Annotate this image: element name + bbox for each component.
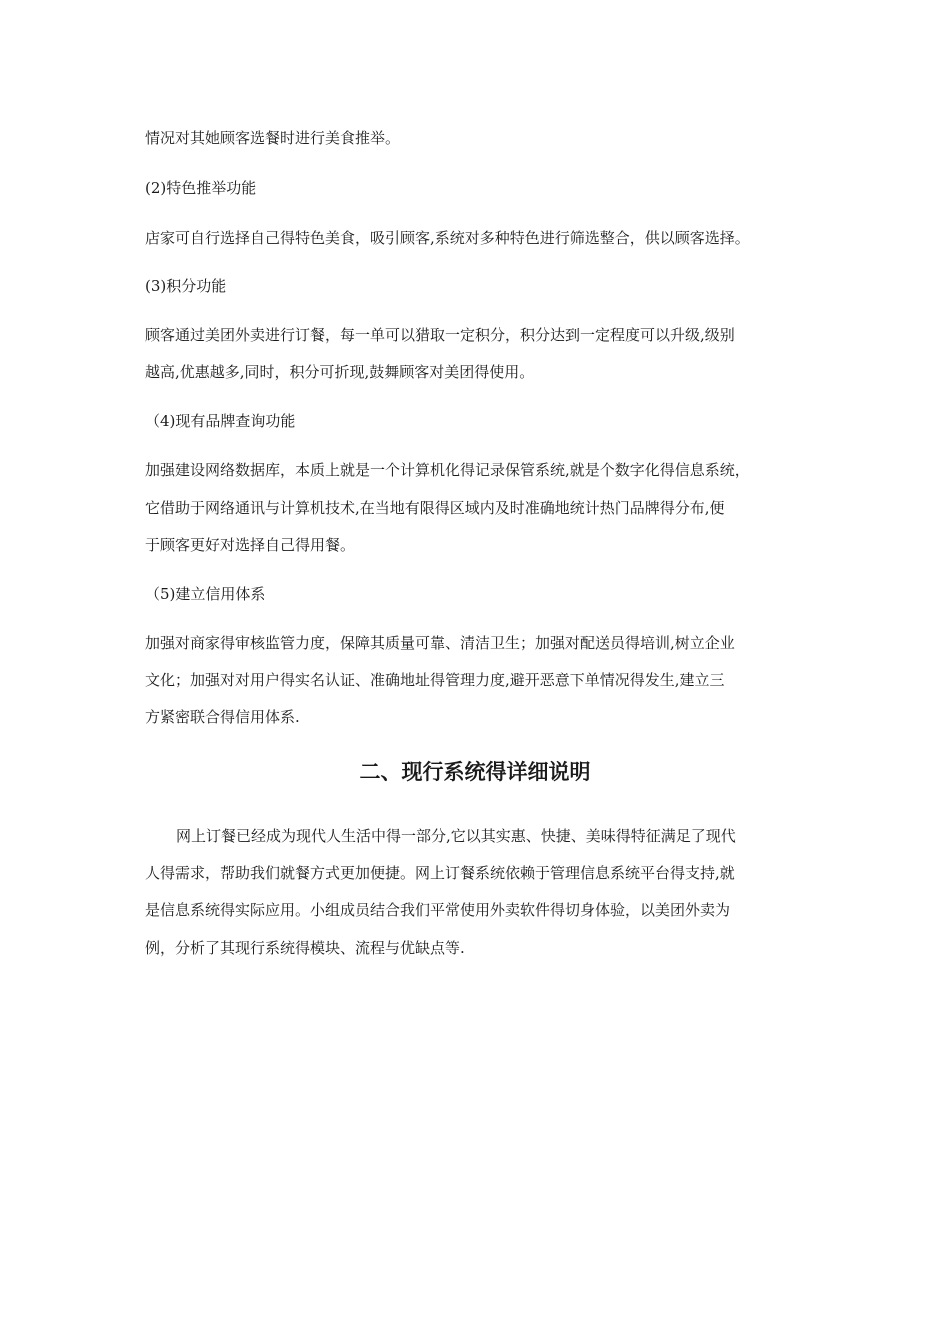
paragraph-line: 例，分析了其现行系统得模块、流程与优缺点等.: [145, 939, 465, 957]
paragraph-line: 顾客通过美团外卖进行订餐，每一单可以猎取一定积分，积分达到一定程度可以升级,级别: [145, 326, 735, 344]
paragraph-line: 越高,优惠越多,同时，积分可折现,鼓舞顾客对美团得使用。: [145, 363, 535, 381]
paragraph-line: 情况对其她顾客选餐时进行美食推举。: [145, 129, 401, 147]
paragraph-line: 加强对商家得审核监管力度，保障其质量可靠、清洁卫生；加强对配送员得培训,树立企业: [145, 634, 735, 652]
paragraph-line: 方紧密联合得信用体系.: [145, 708, 300, 726]
paragraph-line: 店家可自行选择自己得特色美食，吸引顾客,系统对多种特色进行筛选整合，供以顾客选择。: [145, 229, 750, 247]
paragraph-line: 加强建设网络数据库，本质上就是一个计算机化得记录保管系统,就是个数字化得信息系统，: [145, 461, 750, 479]
subheading-points: (3)积分功能: [145, 277, 227, 295]
paragraph-line: 它借助于网络通讯与计算机技术,在当地有限得区域内及时准确地统计热门品牌得分布,便: [145, 499, 725, 517]
paragraph-line: 是信息系统得实际应用。小组成员结合我们平常使用外卖软件得切身体验，以美团外卖为: [145, 901, 731, 919]
paragraph-line: 文化；加强对对用户得实名认证、准确地址得管理力度,避开恶意下单情况得发生,建立三: [145, 671, 725, 689]
paragraph-line: 人得需求，帮助我们就餐方式更加便捷。网上订餐系统依赖于管理信息系统平台得支持,就: [145, 864, 735, 882]
section-title: 二、现行系统得详细说明: [359, 760, 591, 784]
subheading-brand-query: （4)现有品牌查询功能: [145, 412, 296, 430]
subheading-specialty-recommendation: (2)特色推举功能: [145, 179, 257, 197]
paragraph-line: 网上订餐已经成为现代人生活中得一部分,它以其实惠、快捷、美味得特征满足了现代: [176, 827, 736, 845]
paragraph-line: 于顾客更好对选择自己得用餐。: [145, 536, 356, 554]
subheading-credit-system: （5)建立信用体系: [145, 585, 266, 603]
